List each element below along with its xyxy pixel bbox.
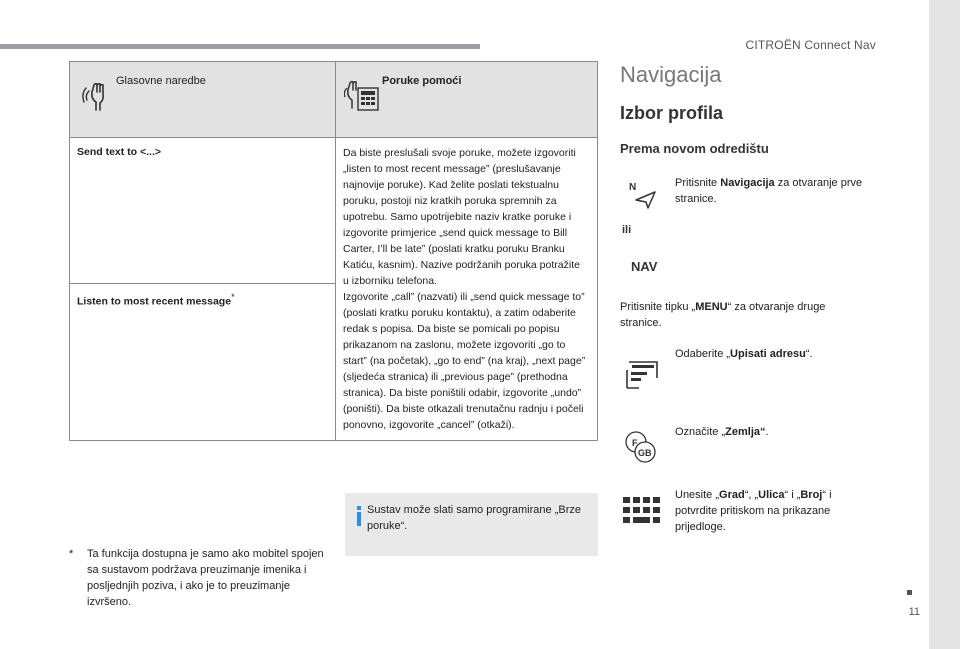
description-line: Da biste preslušali svoje poruke, možete izgovoriti xyxy=(343,147,576,159)
header-rule xyxy=(0,44,480,49)
table-row xyxy=(70,284,336,441)
nav-button-label: NAV xyxy=(631,259,658,274)
flag-letter: F xyxy=(632,438,638,448)
description-line: redak s popisa. Da biste se pomicali po popisu xyxy=(343,323,560,335)
description-line: stranica). Da biste poništili odabir, izgovorite „undo” xyxy=(343,387,582,399)
subsection-title: Prema novom odredištu xyxy=(620,141,769,156)
footnote xyxy=(69,546,329,610)
navigation-compass-icon xyxy=(628,180,660,215)
table-header-label: Glasovne naredbe xyxy=(116,75,206,87)
step-select-country: Označite „Zemlja“. xyxy=(675,426,769,438)
info-text: Sustav može slati samo programirane „Brze poruke“. xyxy=(367,504,581,532)
voice-command-table xyxy=(69,61,598,441)
description-line: upotrebu. Samo upotrijebite naziv kratke poruke i xyxy=(343,211,572,223)
command-name: Send text to <...> xyxy=(77,146,162,158)
section-title: Navigacija xyxy=(620,62,722,87)
footnote-text: Ta funkcija dostupna je samo ako mobitel spojen sa sustavom podržava preuzimanje imenika i posljednjih poziva, i ako je to preuzimanje izvršeno. xyxy=(87,548,324,608)
page-edge-strip xyxy=(929,0,960,649)
description-line: ponovno, izgovorite „cancel” (otkaži). xyxy=(343,419,515,431)
page-marker xyxy=(907,590,912,595)
table-header-commands xyxy=(70,62,336,138)
description-line: najnovije poruke). Kad želite poslati tekstualnu xyxy=(343,179,559,191)
description-line: prikazanom na zaslonu, možete izgovoriti „go to xyxy=(343,339,566,351)
voice-command-icon xyxy=(82,80,112,117)
description-line: (sljedeća stranica) ili „previous page” (prethodna xyxy=(343,371,568,383)
description-line: izgovorite primjerice „send quick message to Bill xyxy=(343,227,568,239)
info-box xyxy=(345,493,598,556)
info-icon xyxy=(356,506,362,531)
table-row xyxy=(70,138,336,284)
help-description-cell xyxy=(336,138,598,441)
country-flags-icon xyxy=(623,430,663,469)
or-label: ili xyxy=(622,224,632,236)
description-line: (poništi). Da biste otkazali trenutačnu radnju i počeli xyxy=(343,403,584,415)
description-line: Carter, I’ll be late” (poslati kratku poruku Branku xyxy=(343,243,565,255)
description-line: Izgovorite „call” (nazvati) ili „send quick message to” xyxy=(343,291,585,303)
keyboard-grid-icon xyxy=(623,497,661,530)
footnote-mark: * xyxy=(69,548,74,560)
menu-instruction: Pritisnite tipku „MENU“ za otvaranje druge stranice. xyxy=(620,301,826,329)
help-description xyxy=(337,139,596,439)
step-navigation: Pritisnite Navigacija za otvaranje prve stranice. xyxy=(675,177,863,205)
voice-help-keypad-icon xyxy=(344,76,380,117)
table-header-help xyxy=(336,62,598,138)
header-title: CITROËN Connect Nav xyxy=(745,38,876,52)
command-name: Listen to most recent message* xyxy=(77,292,235,308)
description-line: poruku, postoji niz kratkih poruka spremnih za xyxy=(343,195,557,207)
page-number: 11 xyxy=(908,606,920,618)
description-line: start” (na početak), „go to end” (na kraj), „next page” xyxy=(343,355,586,367)
address-entry-icon xyxy=(623,358,661,395)
compass-letter: N xyxy=(629,182,637,193)
table-header-label: Poruke pomoći xyxy=(382,75,462,87)
step-enter-city-street: Unesite „Grad“, „Ulica“ i „Broj“ i potvrdite pritiskom na prikazane prijedloge. xyxy=(675,489,832,533)
section-subtitle: Izbor profila xyxy=(620,103,723,123)
description-line: u izborniku telefona. xyxy=(343,275,437,287)
flag-letter: GB xyxy=(638,448,652,458)
description-line: (poslati kratku poruku kontaktu), a zatim odaberite xyxy=(343,307,576,319)
step-enter-address: Odaberite „Upisati adresu“. xyxy=(675,348,813,360)
description-line: „listen to most recent message” (preslušavanje xyxy=(343,163,561,175)
description-line: Katiću, kasnim). Nazive podržanih poruka potražite xyxy=(343,259,580,271)
